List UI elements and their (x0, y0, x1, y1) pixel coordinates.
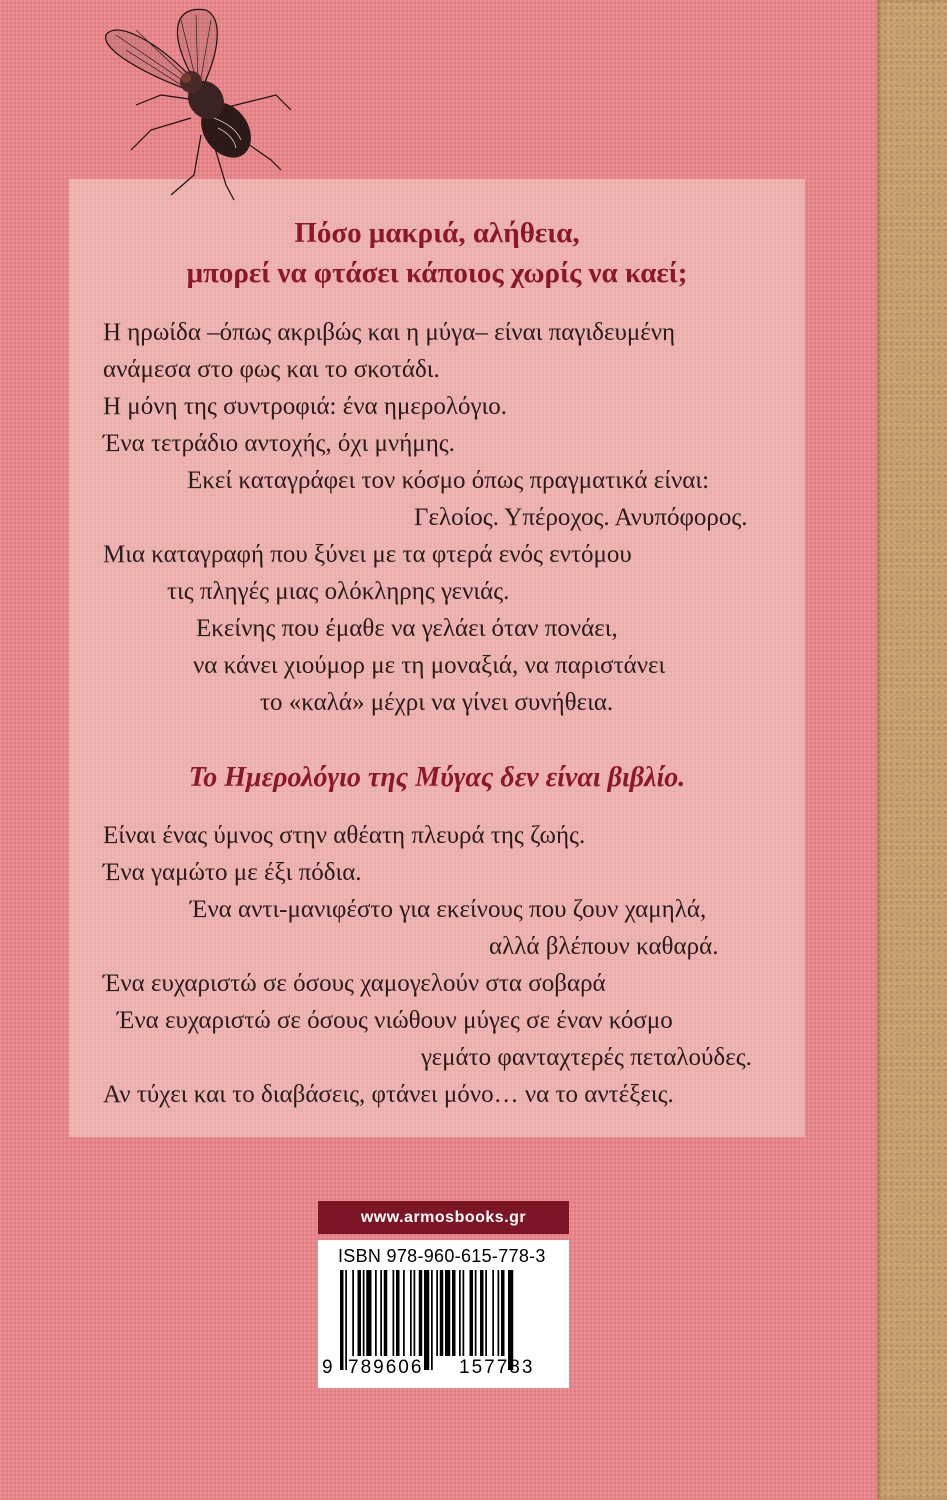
barcode-bar (345, 1270, 347, 1370)
text-line: ανάμεσα στο φως και το σκοτάδι. (103, 356, 440, 383)
barcode-left-digits: 789606 (348, 1357, 424, 1378)
text-line: τις πληγές μιας ολόκληρης γενιάς. (167, 578, 510, 605)
barcode-bar (470, 1270, 474, 1356)
barcode-bar (459, 1270, 461, 1356)
barcode-bar (436, 1270, 438, 1356)
barcode-bar (352, 1270, 354, 1356)
barcode-bar (414, 1270, 416, 1356)
barcode-bar (419, 1270, 423, 1356)
text-line: Εκεί καταγράφει τον κόσμο όπως πραγματικά είναι: (187, 467, 710, 494)
barcode-bar (410, 1270, 412, 1356)
barcode-bar (440, 1270, 444, 1356)
text-line: Η μόνη της συντροφιά: ένα ημερολόγιο. (103, 393, 507, 420)
text-line: Ένα ευχαριστώ σε όσους νιώθουν μύγες σε έναν κόσμο (117, 1007, 673, 1034)
barcode-bar (375, 1270, 377, 1356)
isbn-label: ISBN 978-960-615-778-3 (338, 1246, 546, 1266)
text-line: Είναι ένας ύμνος στην αθέατη πλευρά της ζωής. (103, 822, 586, 849)
barcode-bar (480, 1270, 484, 1356)
barcode-bar (452, 1270, 456, 1356)
barcode-bar (380, 1270, 382, 1356)
text-line: το «καλά» μέχρι να γίνει συνήθεια. (260, 689, 614, 716)
barcode-bar (396, 1270, 400, 1356)
text-line: Εκείνης που έμαθε να γελάει όταν πονάει, (196, 615, 618, 642)
emphasis-line: Το Ημερολόγιο της Μύγας δεν είναι βιβλίο. (188, 762, 686, 793)
text-line: αλλά βλέπουν καθαρά. (489, 933, 719, 960)
barcode-bar (366, 1270, 371, 1356)
barcode-bar (393, 1270, 395, 1356)
text-line: Η ηρωίδα –όπως ακριβώς και η μύγα– είναι παγιδευμένη (103, 319, 676, 346)
barcode-bar (384, 1270, 388, 1356)
barcode-bar (363, 1270, 365, 1356)
barcode-bar (498, 1270, 500, 1356)
barcode-bar (431, 1270, 433, 1370)
text-line: Ένα γαμώτο με έξι πόδια. (103, 859, 362, 886)
barcode-bar (358, 1270, 362, 1356)
barcode-bar (463, 1270, 465, 1356)
website-link[interactable]: www.armosbooks.gr (318, 1201, 569, 1234)
barcode-bar (501, 1270, 505, 1356)
text-line: Μια καταγραφή που ξύνει με τα φτερά ενός εντόμου (103, 541, 632, 568)
barcode-bar (508, 1270, 513, 1370)
text-line: Γελοίος. Υπέροχος. Ανυπόφορος. (414, 504, 748, 531)
text-line: γεμάτο φανταχτερές πεταλούδες. (421, 1044, 752, 1071)
text-line: Ένα αντι-μανιφέστο για εκείνους που ζουν χαμηλά, (190, 896, 707, 923)
barcode-bar (424, 1270, 429, 1370)
text-line: Ένα ευχαριστώ σε όσους χαμογελούν στα σοβαρά (103, 970, 606, 997)
barcode-bar (475, 1270, 477, 1356)
headline-line-1: Πόσο μακριά, αλήθεια, (294, 217, 580, 249)
barcode-bar (340, 1270, 344, 1370)
barcode-bar (403, 1270, 405, 1356)
barcode-right-digits: 157783 (459, 1357, 535, 1378)
isbn-barcode (318, 1240, 569, 1388)
barcode-bar (485, 1270, 487, 1356)
headline-line-2: μπορεί να φτάσει κάποιος χωρίς να καεί; (186, 257, 688, 289)
barcode-bar (492, 1270, 494, 1356)
barcode-bar (445, 1270, 450, 1356)
text-line: Ένα τετράδιο αντοχής, όχι μνήμης. (103, 430, 455, 457)
barcode-lead-digit: 9 (322, 1357, 335, 1378)
text-line: Αν τύχει και το διαβάσεις, φτάνει μόνο… να το αντέξεις. (103, 1081, 674, 1108)
text-line: να κάνει χιούμορ με τη μοναξιά, να παριστάνει (193, 652, 666, 679)
